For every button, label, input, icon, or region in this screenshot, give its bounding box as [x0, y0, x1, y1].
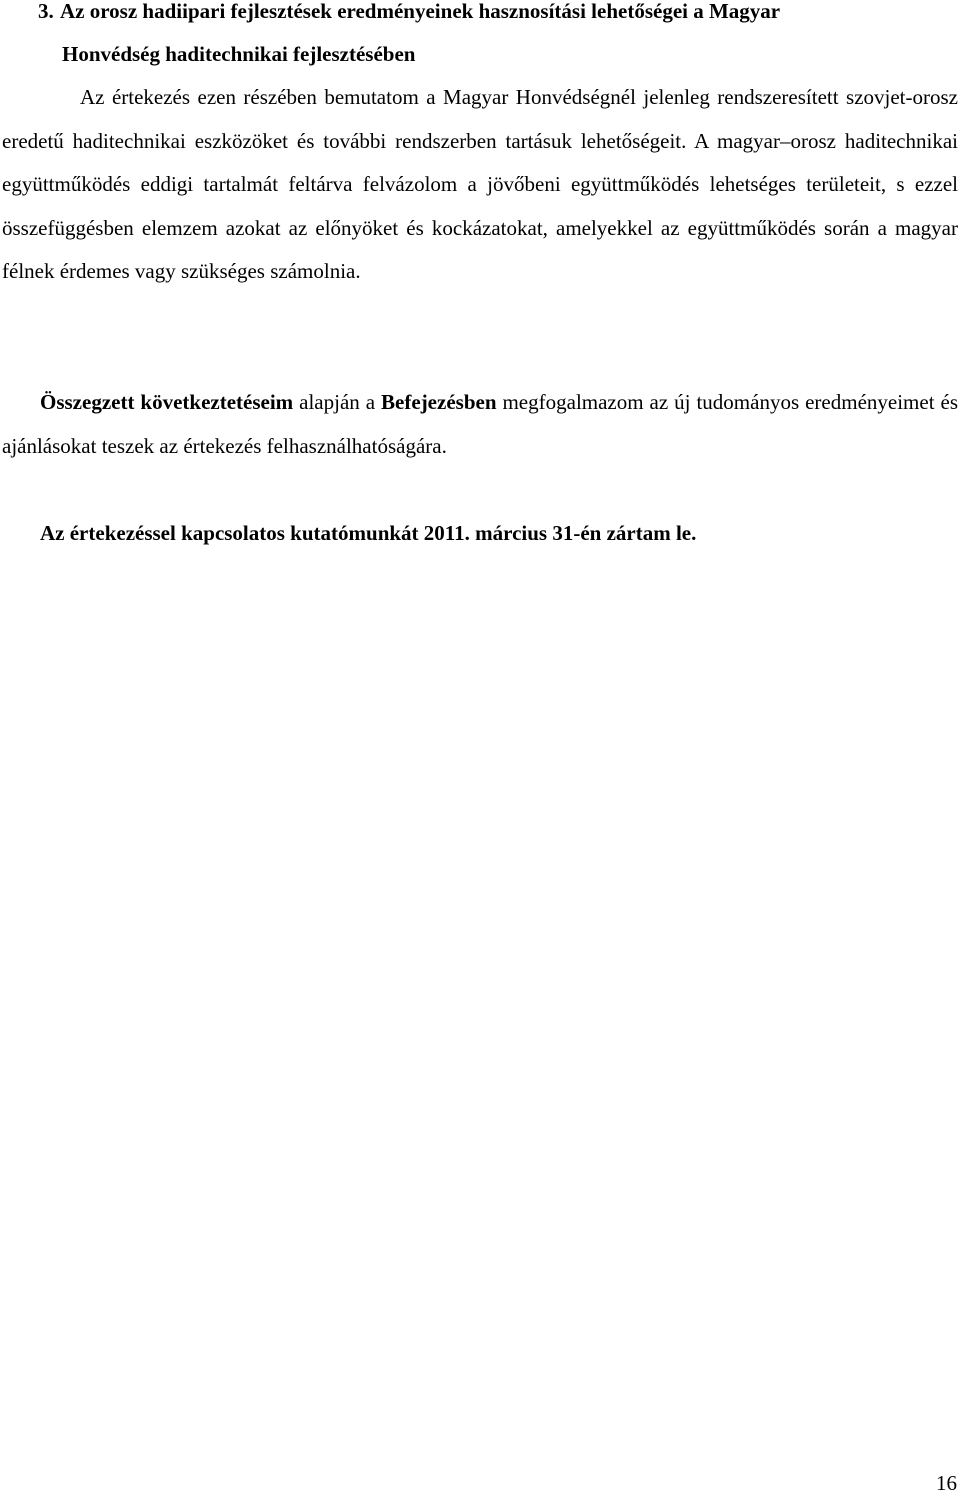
- bold-phrase-closing: Befejezésben: [381, 390, 497, 414]
- paragraph-research-closed: Az értekezéssel kapcsolatos kutatómunkát 2011. március 31-én zártam le.: [40, 521, 697, 545]
- page-number: 16: [936, 1471, 957, 1495]
- section-number: 3.: [38, 0, 54, 23]
- paragraph-text-segment: alapján a: [293, 390, 382, 414]
- section-title-line2: Honvédség haditechnikai fejlesztésében: [62, 42, 416, 66]
- section-title-line1: Az orosz hadiipari fejlesztések eredményeinek hasznosítási lehetőségei a Magyar: [60, 0, 781, 23]
- bold-phrase-conclusions: Összegzett következtetéseim: [40, 390, 294, 414]
- section-heading-line1: [0, 0, 960, 33]
- section-heading: [0, 0, 960, 76]
- paragraph-conclusions: [2, 381, 958, 468]
- paragraph-text-segment: megfogalmazom az új tudományos eredményeimet és ajánlásokat teszek az értekezés felhasználhatóságára.: [2, 390, 958, 458]
- paragraph-intro: Az értekezés ezen részében bemutatom a Magyar Honvédségnél jelenleg rendszeresített szovjet-orosz eredetű haditechnikai eszközöket és további rendszerben tartásuk lehetőségeit. A magyar–orosz haditechnikai együttműködés eddigi tartalmát feltárva felvázolom a jövőbeni együttműködés lehetséges területeit, s ezzel összefüggésben elemzem azokat az előnyöket és kockázatokat, amelyekkel az együttműködés során a magyar félnek érdemes vagy szükséges számolnia.: [2, 85, 958, 283]
